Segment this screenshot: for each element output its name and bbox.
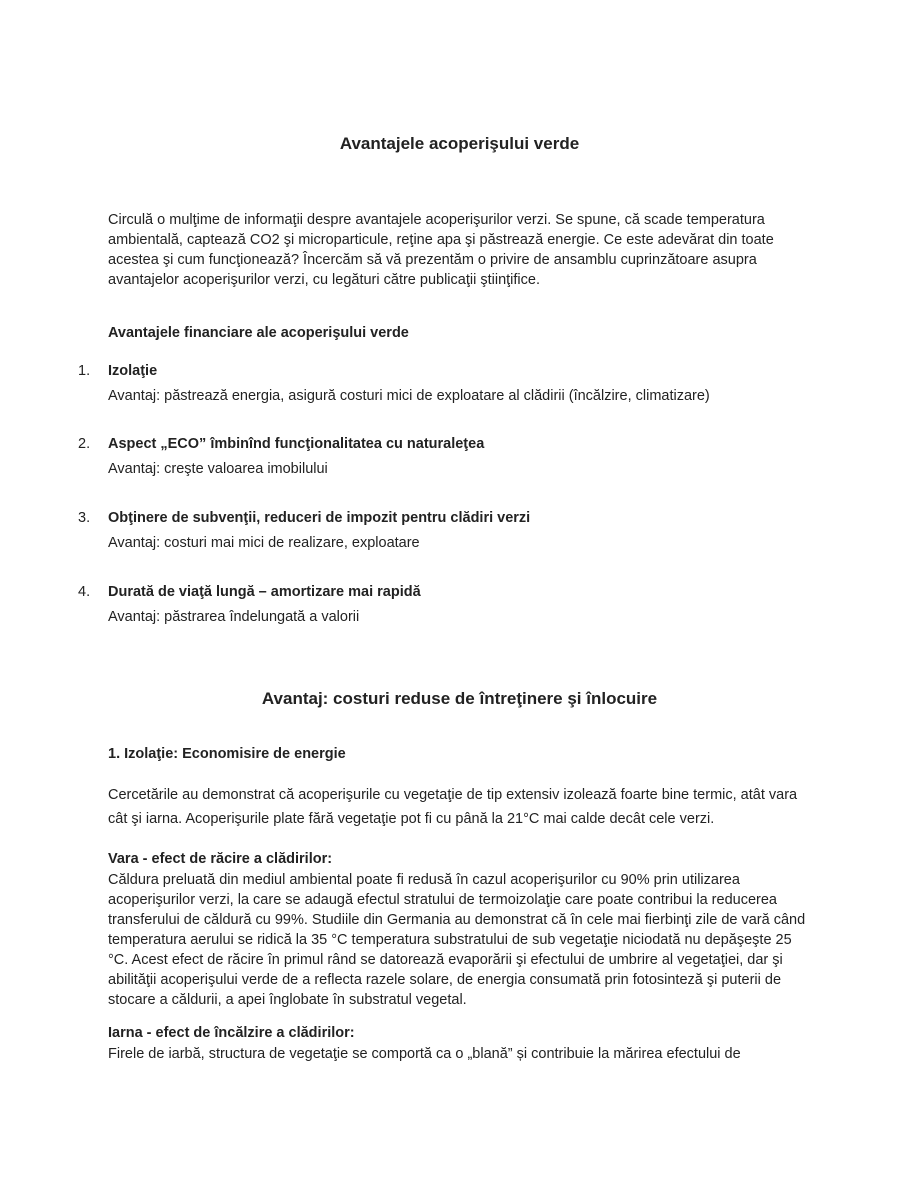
financial-advantages-heading: Avantajele financiare ale acoperişului verde [108, 325, 409, 341]
list-item-title: Durată de viaţă lungă – amortizare mai rapidă [108, 584, 421, 600]
insulation-heading: 1. Izolaţie: Economisire de energie [108, 746, 346, 762]
list-item-description: Avantaj: creşte valoarea imobilului [108, 461, 328, 477]
list-item-number: 1. [78, 363, 91, 379]
page-title: Avantajele acoperişului verde [339, 134, 580, 153]
list-item-title: Aspect „ECO” îmbinînd funcţionalitatea cu naturaleţea [108, 436, 485, 452]
list-item-title: Obţinere de subvenţii, reduceri de impozit pentru clădiri verzi [108, 510, 531, 526]
list-item-description: Avantaj: păstrarea îndelungată a valorii [108, 609, 360, 625]
list-item-description: Avantaj: costuri mai mici de realizare, exploatare [108, 535, 420, 551]
list-item-number: 3. [78, 510, 91, 526]
list-item-title: Izolaţie [108, 363, 158, 379]
section-title: Avantaj: costuri reduse de întreţinere şi înlocuire [261, 689, 658, 708]
list-item-number: 2. [78, 436, 91, 452]
summer-heading: Vara - efect de răcire a clădirilor: [108, 851, 333, 867]
intro-paragraph: Circulă o mulţime de informaţii despre avantajele acoperişurilor verzi. Se spune, că scade temperatura ambientală, captează CO2 şi microparticule, reţine apa şi păstrează energie. Ce este adevărat din toate acestea şi cum funcţionează? Încercăm să vă prezentăm o privire de ansamblu cuprinzătoare asupra avantajelor acoperişurilor verzi, cu legături către publicaţii ştiinţifice. [108, 212, 774, 288]
winter-paragraph: Firele de iarbă, structura de vegetaţie se comportă ca o „blană” și contribuie la mărirea efectului de [108, 1046, 741, 1062]
list-item-description: Avantaj: păstrează energia, asigură costuri mici de exploatare al clădirii (încălzire, climatizare) [108, 388, 710, 404]
winter-heading: Iarna - efect de încălzire a clădirilor: [108, 1025, 355, 1041]
insulation-paragraph: Cercetările au demonstrat că acoperişurile cu vegetaţie de tip extensiv izolează foarte bine termic, atât vara cât şi iarna. Acoperişurile plate fără vegetaţie pot fi cu până la 21°C mai calde decât cele verzi. [108, 787, 798, 827]
summer-paragraph: Căldura preluată din mediul ambiental poate fi redusă în cazul acoperişurilor cu 90% prin utilizarea acoperişurilor verzi, la care se adaugă efectul stratului de termoizolaţie care poate contribui la reducerea transferului de căldură cu 99%. Studiile din Germania au demonstrat că în cele mai fierbinţi zile de vară când temperatura aerului se ridică la 35 °C temperatura substratului de sub vegetaţie niciodată nu depăşeşte 25 °C. Acest efect de răcire în primul rând se datorează evaporării şi efectului de umbrire al vegetaţiei, dar şi abilităţii acoperişului verde de a reflecta razele solare, de energia consumată prin fotosinteză şi puterii de stocare a căldurii, a apei înglobate în substratul vegetal. [108, 872, 806, 1008]
list-item-number: 4. [78, 584, 91, 600]
